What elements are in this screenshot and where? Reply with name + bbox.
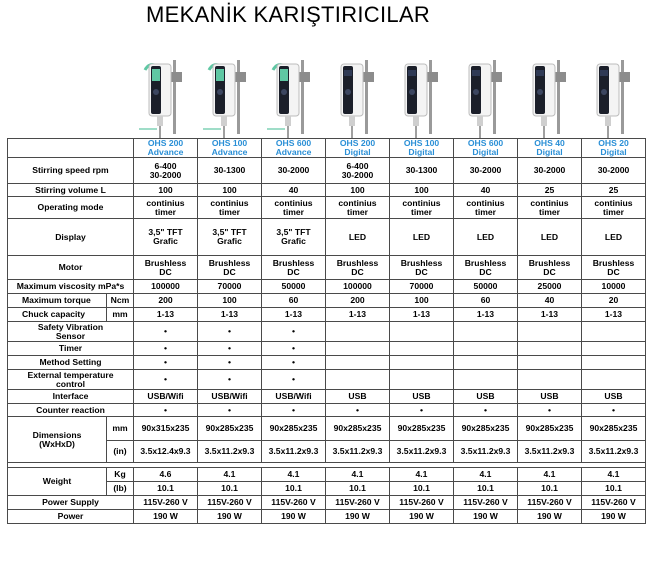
value-cell (390, 342, 454, 356)
value-cell: Brushless DC (262, 256, 326, 280)
value-cell: 1-13 (198, 308, 262, 322)
value-cell: USB (582, 390, 646, 404)
value-cell: Brushless DC (326, 256, 390, 280)
value-cell: • (262, 356, 326, 370)
value-cell: 115V-260 V (518, 496, 582, 510)
value-cell: 70000 (390, 280, 454, 294)
value-cell: LED (582, 219, 646, 256)
value-cell: 3.5x11.2x9.3 (582, 441, 646, 463)
value-cell: • (198, 342, 262, 356)
value-cell: 1-13 (326, 308, 390, 322)
value-cell: 30-1300 (390, 158, 454, 184)
value-cell: 3,5" TFT Grafic (134, 219, 198, 256)
value-cell: 90x285x235 (326, 417, 390, 441)
row-unit: Ncm (107, 294, 134, 308)
model-header: OHS 200 Advance (134, 139, 198, 158)
value-cell: 3.5x11.2x9.3 (518, 441, 582, 463)
value-cell: 10.1 (518, 482, 582, 496)
spec-row (8, 356, 646, 370)
row-label: Interface (8, 390, 134, 404)
value-cell: 100 (390, 184, 454, 197)
value-cell: 90x285x235 (262, 417, 326, 441)
spec-row (8, 184, 646, 197)
value-cell: 115V-260 V (390, 496, 454, 510)
value-cell: • (198, 356, 262, 370)
value-cell: 190 W (198, 510, 262, 524)
value-cell: 115V-260 V (582, 496, 646, 510)
value-cell: 50000 (262, 280, 326, 294)
value-cell: 3.5x11.2x9.3 (198, 441, 262, 463)
row-label: Counter reaction (8, 404, 134, 417)
value-cell: 90x285x235 (454, 417, 518, 441)
value-cell (454, 370, 518, 390)
product-image (199, 52, 262, 138)
value-cell (390, 322, 454, 342)
value-cell: continius timer (454, 197, 518, 219)
value-cell: 190 W (582, 510, 646, 524)
spec-row (8, 496, 646, 510)
value-cell: 3,5" TFT Grafic (198, 219, 262, 256)
value-cell: • (582, 404, 646, 417)
value-cell (582, 342, 646, 356)
product-image (455, 52, 518, 138)
value-cell (454, 342, 518, 356)
value-cell: continius timer (582, 197, 646, 219)
value-cell: 190 W (262, 510, 326, 524)
value-cell: • (198, 370, 262, 390)
value-cell: 100 (198, 294, 262, 308)
value-cell (582, 322, 646, 342)
value-cell: • (518, 404, 582, 417)
value-cell: LED (454, 219, 518, 256)
value-cell: • (326, 404, 390, 417)
value-cell: 70000 (198, 280, 262, 294)
value-cell: USB/Wifi (262, 390, 326, 404)
value-cell: 10.1 (262, 482, 326, 496)
value-cell: 4.1 (390, 468, 454, 482)
row-unit: (lb) (107, 482, 134, 496)
value-cell: 1-13 (582, 308, 646, 322)
value-cell: • (454, 404, 518, 417)
value-cell: USB/Wifi (198, 390, 262, 404)
value-cell: 25 (582, 184, 646, 197)
value-cell (326, 370, 390, 390)
value-cell: Brushless DC (518, 256, 582, 280)
value-cell: continius timer (326, 197, 390, 219)
model-header: OHS 600 Digital (454, 139, 518, 158)
value-cell: 40 (518, 294, 582, 308)
value-cell (390, 356, 454, 370)
value-cell: 4.1 (518, 468, 582, 482)
value-cell: 190 W (390, 510, 454, 524)
row-unit: mm (107, 417, 134, 441)
value-cell: 30-2000 (454, 158, 518, 184)
value-cell: LED (390, 219, 454, 256)
value-cell: • (390, 404, 454, 417)
spec-row (8, 417, 646, 441)
value-cell: 4.1 (582, 468, 646, 482)
product-image (391, 52, 454, 138)
value-cell: LED (326, 219, 390, 256)
spec-row (8, 510, 646, 524)
product-image (327, 52, 390, 138)
value-cell: Brushless DC (582, 256, 646, 280)
value-cell (454, 356, 518, 370)
value-cell (326, 342, 390, 356)
spec-table (7, 138, 646, 524)
value-cell: 50000 (454, 280, 518, 294)
model-header: OHS 100 Advance (198, 139, 262, 158)
row-label: Stirring volume L (8, 184, 134, 197)
value-cell: 10000 (582, 280, 646, 294)
value-cell: USB/Wifi (134, 390, 198, 404)
product-image (583, 52, 646, 138)
value-cell: 10.1 (326, 482, 390, 496)
page-title: MEKANİK KARIŞTIRICILAR (146, 2, 431, 27)
value-cell: 1-13 (518, 308, 582, 322)
value-cell: Brushless DC (390, 256, 454, 280)
spec-row (8, 468, 646, 482)
value-cell: 1-13 (454, 308, 518, 322)
value-cell: 3.5x11.2x9.3 (262, 441, 326, 463)
spec-row (8, 404, 646, 417)
row-label: Display (8, 219, 134, 256)
value-cell: • (134, 356, 198, 370)
row-label: Weight (8, 468, 107, 496)
value-cell: • (262, 404, 326, 417)
row-label: Timer (8, 342, 134, 356)
row-label: Dimensions (WxHxD) (8, 417, 107, 463)
value-cell: continius timer (134, 197, 198, 219)
row-unit: mm (107, 308, 134, 322)
value-cell: Brushless DC (454, 256, 518, 280)
product-image (135, 52, 198, 138)
model-header: OHS 200 Digital (326, 139, 390, 158)
value-cell: USB (390, 390, 454, 404)
value-cell (518, 356, 582, 370)
value-cell: 190 W (454, 510, 518, 524)
value-cell: 115V-260 V (262, 496, 326, 510)
row-label: Motor (8, 256, 134, 280)
value-cell: 100 (326, 184, 390, 197)
value-cell: 25000 (518, 280, 582, 294)
value-cell: 1-13 (390, 308, 454, 322)
value-cell: 60 (262, 294, 326, 308)
value-cell: 90x285x235 (518, 417, 582, 441)
row-unit: (in) (107, 441, 134, 463)
value-cell: • (134, 370, 198, 390)
value-cell: 100000 (134, 280, 198, 294)
value-cell: continius timer (390, 197, 454, 219)
value-cell: 100000 (326, 280, 390, 294)
value-cell: 90x285x235 (198, 417, 262, 441)
row-label: Maximum viscosity mPa*s (8, 280, 134, 294)
spec-row (8, 197, 646, 219)
value-cell: 40 (262, 184, 326, 197)
value-cell: • (134, 322, 198, 342)
value-cell: 90x315x235 (134, 417, 198, 441)
header-empty-cell (8, 139, 134, 158)
value-cell (454, 322, 518, 342)
spec-row (8, 390, 646, 404)
value-cell: 10.1 (582, 482, 646, 496)
value-cell: 3.5x11.2x9.3 (326, 441, 390, 463)
spec-row (8, 219, 646, 256)
header-row (8, 139, 646, 158)
value-cell: 100 (198, 184, 262, 197)
row-label: Power Supply (8, 496, 134, 510)
product-image (519, 52, 582, 138)
value-cell: 40 (454, 184, 518, 197)
row-unit: Kg (107, 468, 134, 482)
value-cell: 10.1 (198, 482, 262, 496)
value-cell: 1-13 (262, 308, 326, 322)
value-cell: LED (518, 219, 582, 256)
value-cell: 6-400 30-2000 (326, 158, 390, 184)
value-cell (518, 370, 582, 390)
model-header: OHS 600 Advance (262, 139, 326, 158)
value-cell: 115V-260 V (134, 496, 198, 510)
value-cell: 4.1 (326, 468, 390, 482)
row-label: External temperature control (8, 370, 134, 390)
model-header: OHS 100 Digital (390, 139, 454, 158)
spec-row (8, 308, 646, 322)
row-label: Chuck capacity (8, 308, 107, 322)
value-cell: 6-400 30-2000 (134, 158, 198, 184)
value-cell: 4.1 (262, 468, 326, 482)
value-cell: 25 (518, 184, 582, 197)
value-cell: • (262, 322, 326, 342)
spec-row (8, 294, 646, 308)
value-cell: 3,5" TFT Grafic (262, 219, 326, 256)
value-cell (326, 322, 390, 342)
value-cell: 30-2000 (262, 158, 326, 184)
value-cell: 1-13 (134, 308, 198, 322)
value-cell: • (262, 370, 326, 390)
spec-row (8, 256, 646, 280)
row-label: Power (8, 510, 134, 524)
spec-row (8, 342, 646, 356)
value-cell (390, 370, 454, 390)
product-image (263, 52, 326, 138)
value-cell: 10.1 (454, 482, 518, 496)
row-label: Maximum torque (8, 294, 107, 308)
value-cell: 90x285x235 (390, 417, 454, 441)
value-cell: 100 (134, 184, 198, 197)
value-cell: Brushless DC (134, 256, 198, 280)
row-label: Safety Vibration Sensor (8, 322, 134, 342)
value-cell: 115V-260 V (454, 496, 518, 510)
value-cell (582, 356, 646, 370)
value-cell: 200 (134, 294, 198, 308)
value-cell: USB (518, 390, 582, 404)
product-images (135, 52, 645, 138)
value-cell: 3.5x12.4x9.3 (134, 441, 198, 463)
row-label: Operating mode (8, 197, 134, 219)
value-cell: • (198, 322, 262, 342)
value-cell: 190 W (134, 510, 198, 524)
value-cell: • (134, 342, 198, 356)
model-header: OHS 20 Digital (582, 139, 646, 158)
value-cell: 100 (390, 294, 454, 308)
model-header: OHS 40 Digital (518, 139, 582, 158)
value-cell: continius timer (198, 197, 262, 219)
spec-row (8, 158, 646, 184)
value-cell: 20 (582, 294, 646, 308)
value-cell (518, 322, 582, 342)
value-cell: 190 W (518, 510, 582, 524)
value-cell: 190 W (326, 510, 390, 524)
value-cell: 4.6 (134, 468, 198, 482)
value-cell: 3.5x11.2x9.3 (454, 441, 518, 463)
value-cell: 115V-260 V (198, 496, 262, 510)
value-cell: continius timer (518, 197, 582, 219)
value-cell: 4.1 (198, 468, 262, 482)
spec-row (8, 370, 646, 390)
value-cell: 200 (326, 294, 390, 308)
value-cell: 30-1300 (198, 158, 262, 184)
value-cell: USB (326, 390, 390, 404)
value-cell: 3.5x11.2x9.3 (390, 441, 454, 463)
value-cell: 30-2000 (518, 158, 582, 184)
spec-row (8, 280, 646, 294)
value-cell: 10.1 (390, 482, 454, 496)
value-cell: • (262, 342, 326, 356)
value-cell: 10.1 (134, 482, 198, 496)
value-cell (518, 342, 582, 356)
value-cell (326, 356, 390, 370)
value-cell: • (134, 404, 198, 417)
value-cell: Brushless DC (198, 256, 262, 280)
row-label: Method Setting (8, 356, 134, 370)
value-cell: 90x285x235 (582, 417, 646, 441)
value-cell (582, 370, 646, 390)
value-cell: 30-2000 (582, 158, 646, 184)
spec-row (8, 322, 646, 342)
value-cell: USB (454, 390, 518, 404)
value-cell: continius timer (262, 197, 326, 219)
value-cell: 4.1 (454, 468, 518, 482)
value-cell: • (198, 404, 262, 417)
value-cell: 60 (454, 294, 518, 308)
value-cell: 115V-260 V (326, 496, 390, 510)
row-label: Stirring speed rpm (8, 158, 134, 184)
